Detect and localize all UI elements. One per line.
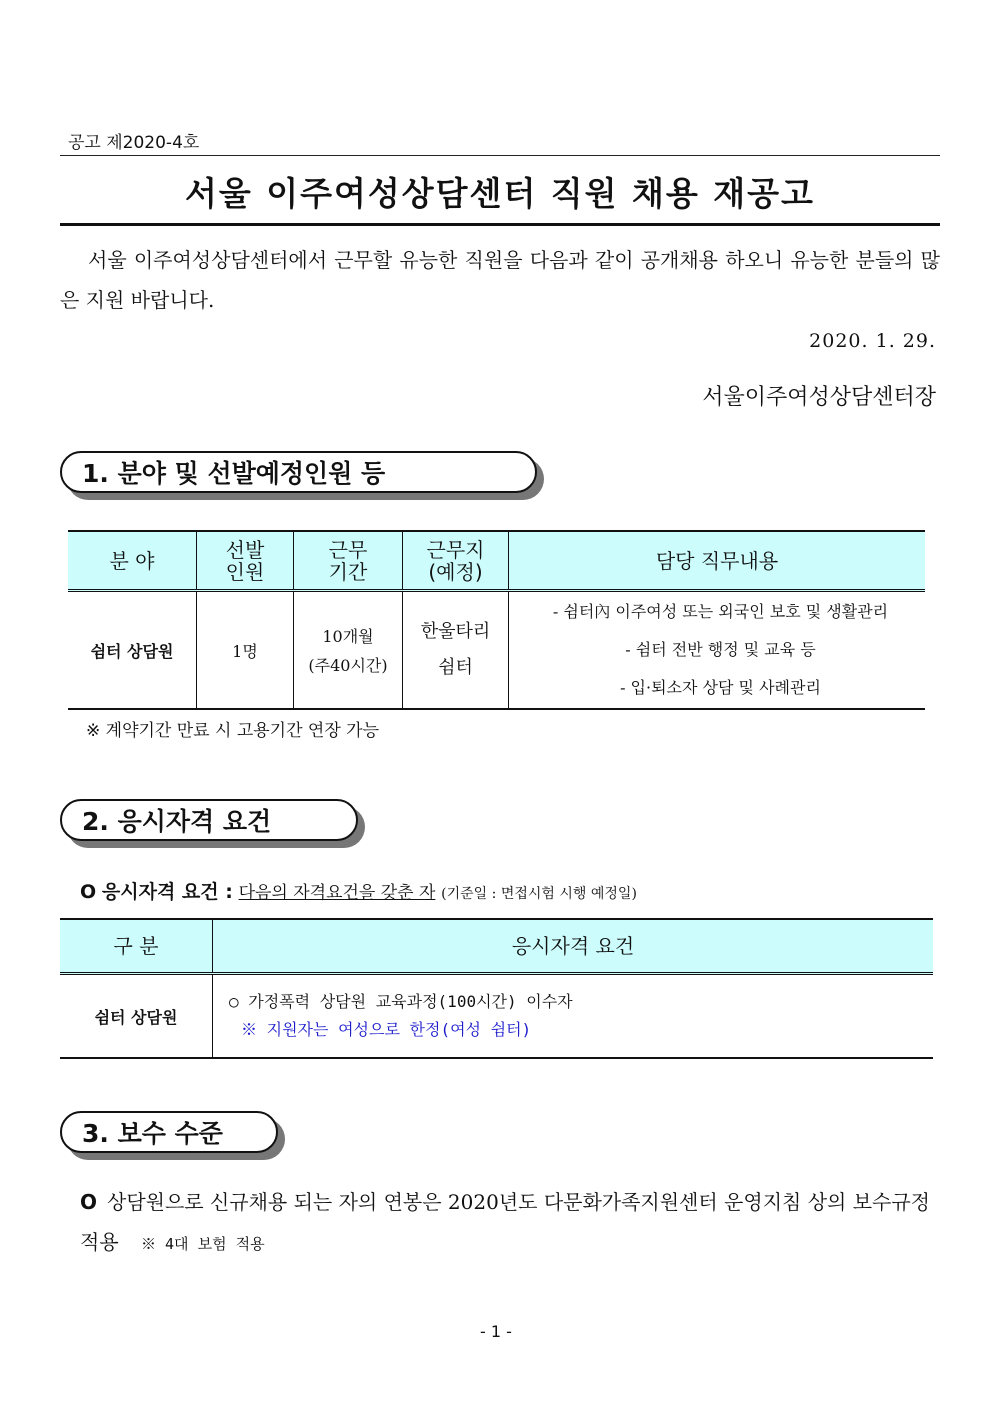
col-duties: 담당 직무내용 xyxy=(509,531,926,591)
bullet: O xyxy=(80,1190,98,1214)
cell-duties xyxy=(509,591,926,710)
section2-table xyxy=(60,918,933,1059)
section1-heading: 1. 분야 및 선발예정인원 등 xyxy=(60,451,537,493)
bullet: O xyxy=(80,881,97,903)
col-period: 근무 기간 xyxy=(294,531,403,591)
contract-note: ※ 계약기간 만료 시 고용기간 연장 가능 xyxy=(86,721,379,741)
header-rule xyxy=(60,155,940,156)
eligibility-basis: (기준일 : 면접시험 시행 예정일) xyxy=(441,886,637,902)
requirement-note: ※ 지원자는 여성으로 한정(여성 쉼터) xyxy=(241,1020,532,1039)
intro-paragraph: 서울 이주여성상담센터에서 근무할 유능한 직원을 다음과 같이 공개채용 하오니 유능한 분들의 많은 지원 바랍니다. xyxy=(60,248,940,312)
place-line2: 쉼터 xyxy=(438,657,473,678)
eligibility-label: 응시자격 요건 : xyxy=(101,881,233,903)
table-header-row xyxy=(68,531,925,591)
requirement-item: ○ 가정폭력 상담원 교육과정(100시간) 이수자 xyxy=(229,992,573,1011)
col-category: 구 분 xyxy=(60,919,213,974)
period-months: 10개월 xyxy=(322,627,374,646)
table-row xyxy=(68,591,925,710)
page-title: 서울 이주여성상담센터 직원 채용 재공고 xyxy=(185,174,815,213)
eligibility-underlined: 다음의 자격요건을 갖춘 자 xyxy=(238,883,436,903)
col-count: 선발 인원 xyxy=(197,531,294,591)
section3-heading: 3. 보수 수준 xyxy=(60,1111,278,1153)
signer: 서울이주여성상담센터장 xyxy=(702,385,936,410)
table-header-row xyxy=(60,919,933,974)
table-row xyxy=(60,974,933,1059)
col-field: 분 야 xyxy=(68,531,197,591)
notice-number: 공고 제2020-4호 xyxy=(68,133,200,153)
eligibility-line xyxy=(80,877,637,904)
period-hours: (주40시간) xyxy=(308,656,388,675)
pay-paragraph xyxy=(80,1182,940,1264)
duty-item: - 쉼터 전반 행정 및 교육 등 xyxy=(625,640,816,659)
col-place: 근무지 (예정) xyxy=(403,531,509,591)
section1-table xyxy=(68,530,925,710)
place-line1: 한울타리 xyxy=(420,621,491,642)
notice-date: 2020. 1. 29. xyxy=(809,330,936,352)
cell-period xyxy=(294,591,403,710)
page-number: - 1 - xyxy=(480,1322,512,1341)
duty-item: - 입·퇴소자 상담 및 사례관리 xyxy=(620,678,821,697)
cell-field: 쉼터 상담원 xyxy=(60,974,213,1059)
cell-count: 1명 xyxy=(197,591,294,710)
section2-heading: 2. 응시자격 요건 xyxy=(60,799,358,841)
duty-item: - 쉼터內 이주여성 또는 외국인 보호 및 생활관리 xyxy=(552,602,889,621)
pay-text: 상담원으로 신규채용 되는 자의 연봉은 2020년도 다문화가족지원센터 운영지침 상의 보수규정 적용 xyxy=(80,1190,930,1254)
cell-place xyxy=(403,591,509,710)
cell-field: 쉼터 상담원 xyxy=(68,591,197,710)
insurance-note: ※ 4대 보험 적용 xyxy=(141,1235,265,1253)
title-rule xyxy=(60,223,940,226)
col-requirements: 응시자격 요건 xyxy=(213,919,934,974)
cell-requirements xyxy=(213,974,934,1059)
